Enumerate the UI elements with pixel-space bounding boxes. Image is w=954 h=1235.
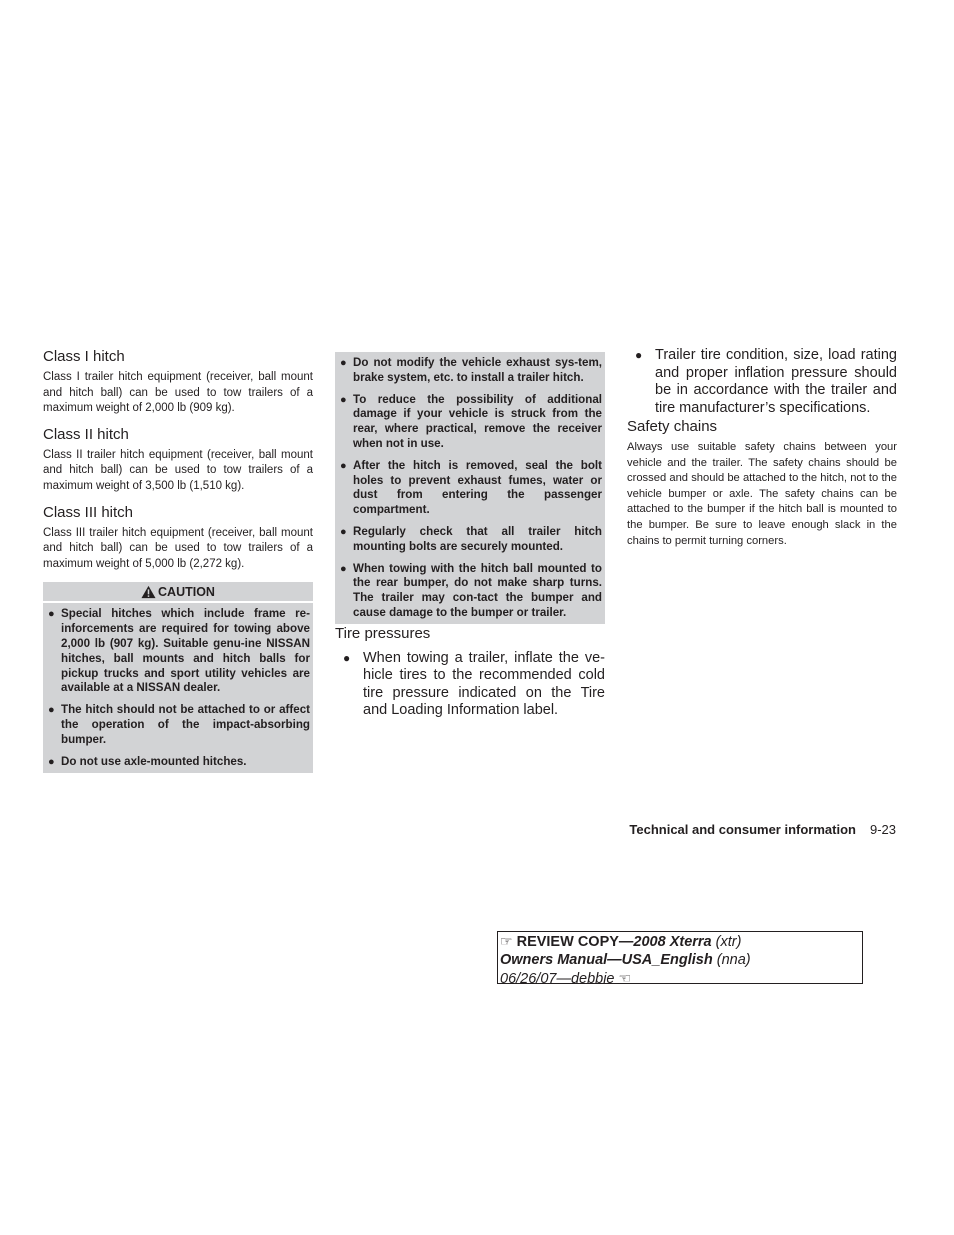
bullet-icon: ● [48, 704, 55, 717]
list-item [335, 650, 605, 720]
caution-list [43, 603, 313, 773]
bullet-icon: ● [340, 393, 347, 406]
review-line-2 [500, 951, 862, 969]
caution-list-continued [335, 352, 605, 624]
review-copy-stamp [497, 931, 863, 987]
caution-item [339, 459, 602, 518]
list-item-text: Trailer tire condition, size, load rating and proper inflation pressure should be in accordance with the trailer and tire manufacturer’s specifications. [655, 347, 897, 416]
caution-item [47, 755, 310, 770]
pointing-hand-left-icon: ☜ [618, 970, 632, 986]
caution-box [43, 582, 313, 773]
caution-item-text: When towing with the hitch ball mounted to the rear bumper, do not make sharp turns. The trailer may con-tact the bumper and cause damage to the bumper or trailer. [353, 561, 602, 619]
column-middle [335, 347, 605, 720]
column-left [43, 347, 313, 773]
review-manual-code: (nna) [712, 952, 751, 968]
bullet-icon: ● [343, 650, 351, 665]
caution-item [47, 607, 310, 696]
review-line-1 [500, 932, 862, 951]
list-item [627, 347, 897, 417]
page-number: 9-23 [869, 822, 896, 837]
review-model-code: (xtr) [711, 934, 742, 950]
bullet-icon: ● [340, 562, 347, 575]
bullet-icon: ● [635, 348, 643, 362]
class3-section [43, 503, 313, 573]
bullet-icon: ● [48, 755, 55, 768]
tire-pressures-list [335, 650, 605, 720]
caution-item-text: Special hitches which include frame re-inforcements are required for towing above 2,000 lb (907 kg). Suitable genu-ine NISSAN hitches, ball mounts and hitch balls for pickup trucks and sport utility vehicles are available at a NISSAN dealer. [61, 607, 310, 695]
tire-pressures-heading: Tire pressures [335, 624, 431, 642]
review-manual: Owners Manual—USA_English [500, 952, 713, 968]
bullet-icon: ● [48, 608, 55, 621]
review-model: 2008 Xterra [633, 934, 712, 950]
caution-box-continued [335, 352, 605, 624]
caution-item-text: Regularly check that all trailer hitch mounting bolts are securely mounted. [353, 524, 602, 553]
bullet-icon: ● [340, 357, 347, 369]
caution-item [339, 562, 602, 621]
caution-item [47, 703, 310, 747]
caution-item-text: To reduce the possibility of additional damage if your vehicle is struck from the rear, where practical, remove the receiver when not in use. [353, 392, 602, 450]
caution-item [339, 525, 602, 555]
class3-heading: Class III hitch [43, 503, 134, 521]
caution-item [339, 393, 602, 452]
footer-section-name: Technical and consumer information [629, 822, 856, 837]
safety-chains-body: Always use suitable safety chains between your vehicle and the trailer. The safety chains should be crossed and should be attached to the hitch, not to the vehicle bumper or axle. The safety chains can be attached to the bumper if the hitch ball is mounted to the bumper. Be sure to leave enough slack in the chains to permit turning corners. [627, 441, 897, 547]
caution-title: CAUTION [158, 585, 215, 600]
pointing-hand-right-icon: ☞ [500, 933, 513, 949]
caution-item-text: Do not modify the vehicle exhaust sys-tem, brake system, etc. to install a trailer hitch. [353, 356, 602, 384]
class2-heading: Class II hitch [43, 425, 129, 443]
warning-triangle-icon [141, 585, 156, 599]
caution-item [339, 356, 602, 386]
class1-heading: Class I hitch [43, 348, 125, 365]
bullet-icon: ● [340, 459, 347, 472]
caution-item-text: The hitch should not be attached to or affect the operation of the impact-absorbing bumper. [61, 703, 310, 746]
safety-chains-heading: Safety chains [627, 418, 718, 435]
class1-body: Class I trailer hitch equipment (receiver, ball mount and hitch ball) can be used to tow trailers of a maximum weight of 2,000 lb (909 kg). [43, 371, 313, 415]
caution-item-text: Do not use axle-mounted hitches. [61, 754, 247, 768]
column-right [627, 347, 897, 549]
list-item-text: When towing a trailer, inflate the ve-hicle tires to the recommended cold tire pressure indicated on the Tire and Loading Information label. [363, 649, 605, 719]
page-footer [629, 822, 896, 837]
class3-body: Class III trailer hitch equipment (receiver, ball mount and hitch ball) can be used to tow trailers of a maximum weight of 5,000 lb (2,272 kg). [43, 526, 313, 570]
caution-header [43, 582, 313, 603]
bullet-icon: ● [340, 525, 347, 538]
class1-section [43, 347, 313, 417]
review-line-3 [500, 969, 862, 988]
class2-section [43, 425, 313, 495]
class2-body: Class II trailer hitch equipment (receiver, ball mount and hitch ball) can be used to tow trailers of a maximum weight of 3,500 lb (1,510 kg). [43, 448, 313, 492]
trailer-tire-list [627, 347, 897, 417]
caution-item-text: After the hitch is removed, seal the bolt holes to prevent exhaust fumes, water or dust from entering the passenger compartment. [353, 458, 602, 517]
review-label: REVIEW COPY— [516, 934, 634, 950]
review-date-author: 06/26/07—debbie [500, 971, 615, 987]
